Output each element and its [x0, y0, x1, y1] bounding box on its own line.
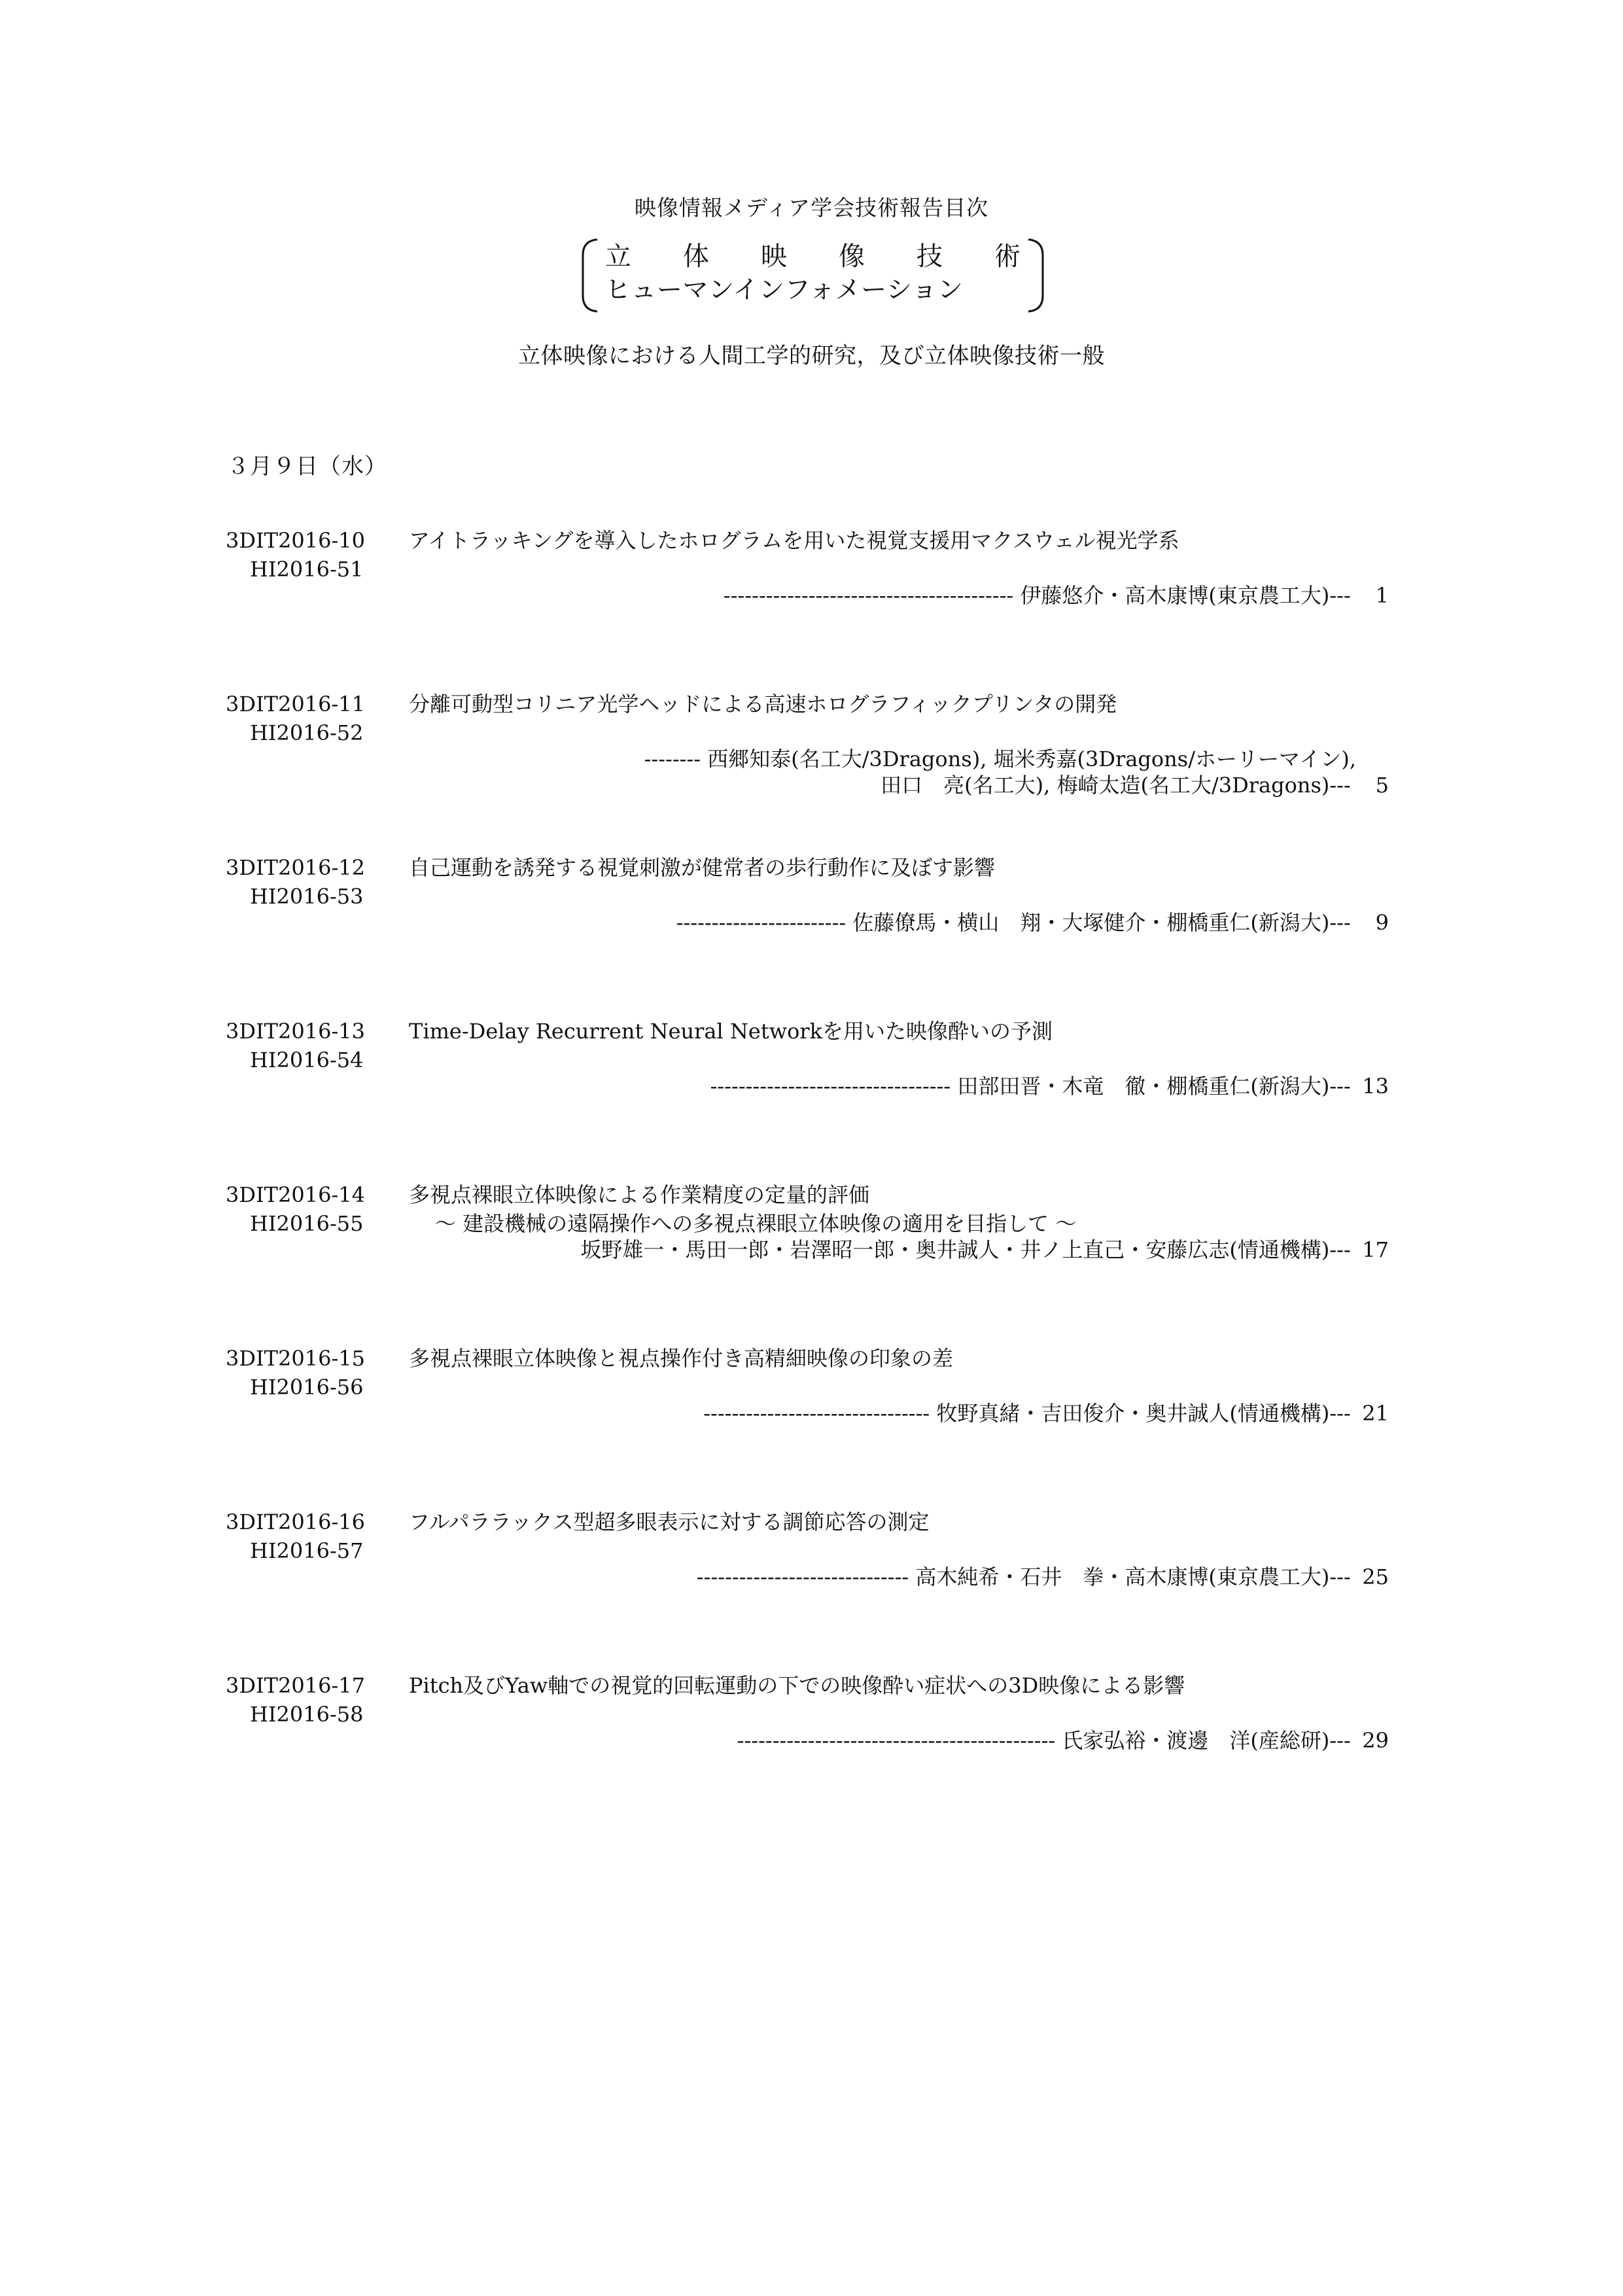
authors: ----------------------------------------- 伊藤悠介・高木康博(東京農工大)--- — [723, 583, 1357, 608]
author-line — [580, 1237, 1389, 1263]
report-code-hi: HI2016-58 — [250, 1702, 364, 1727]
committee-3dit-char: 体 — [683, 241, 709, 272]
paper-title: Pitch及びYaw軸での視覚的回転運動の下での映像酔い症状への3D映像による影響 — [409, 1673, 1185, 1698]
report-code-3dit: 3DIT2016-16 — [226, 1510, 365, 1534]
author-line — [697, 1564, 1389, 1590]
author-line — [724, 582, 1389, 609]
authors: --------------------------------------------- 氏家弘裕・渡邊 洋(産総研)--- — [737, 1728, 1357, 1753]
paper-title: 分離可動型コリニア光学ヘッドによる高速ホログラフィックプリンタの開発 — [409, 692, 1117, 716]
committee-names-block — [579, 237, 1047, 314]
page-number: 21 — [1362, 1401, 1389, 1426]
author-line — [703, 1400, 1389, 1426]
session-subtitle: 立体映像における人間工学的研究，及び立体映像技術一般 — [518, 343, 1105, 369]
report-code-3dit: 3DIT2016-15 — [226, 1346, 365, 1371]
authors: 坂野雄一・馬田一郎・岩澤昭一郎・奥井誠人・井ノ上直己・安藤広志(情通機構)--- — [580, 1237, 1357, 1262]
authors: 田口 亮(名工大), 梅崎太造(名工大/3Dragons)--- — [881, 773, 1357, 798]
report-code-3dit: 3DIT2016-12 — [226, 855, 365, 880]
report-code-hi: HI2016-52 — [250, 720, 364, 745]
page-number: 17 — [1362, 1237, 1389, 1262]
session-date: ３月９日（水） — [227, 453, 387, 480]
right-bracket — [1028, 239, 1043, 311]
report-code-hi: HI2016-54 — [250, 1048, 364, 1072]
page-number: 29 — [1362, 1728, 1389, 1753]
report-code-hi: HI2016-57 — [250, 1538, 364, 1563]
paper-title: 多視点裸眼立体映像と視点操作付き高精細映像の印象の差 — [409, 1346, 954, 1371]
committee-3dit-char: 術 — [994, 241, 1021, 272]
author-line — [737, 1727, 1389, 1754]
committee-3dit-char: 映 — [761, 241, 787, 272]
committee-3dit-char: 立 — [605, 241, 631, 272]
paper-title: Time-Delay Recurrent Neural Networkを用いた映像酔いの予測 — [409, 1019, 1053, 1044]
author-line — [881, 772, 1389, 798]
committee-3dit — [605, 241, 1021, 272]
authors: ------------------------ 佐藤僚馬・横山 翔・大塚健介・棚橋重仁(新潟大)--- — [676, 910, 1357, 935]
paper-title: 自己運動を誘発する視覚刺激が健常者の歩行動作に及ぼす影響 — [409, 855, 996, 880]
page-number: 5 — [1375, 773, 1389, 798]
author-line — [676, 910, 1389, 936]
paper-title: 多視点裸眼立体映像による作業精度の定量的評価 — [409, 1182, 870, 1207]
paper-subtitle: 〜 建設機械の遠隔操作への多視点裸眼立体映像の適用を目指して 〜 — [435, 1211, 1077, 1236]
page-number: 9 — [1375, 910, 1389, 935]
authors: ---------------------------------- 田部田晋・木竜 徹・棚橋重仁(新潟大)--- — [710, 1074, 1357, 1099]
authors: -------- 西郷知泰(名工大/3Dragons), 堀米秀嘉(3Dragons/ホーリーマイン), — [644, 747, 1356, 771]
report-code-hi: HI2016-53 — [250, 884, 364, 909]
report-code-hi: HI2016-51 — [250, 557, 364, 582]
committee-3dit-char: 技 — [916, 241, 943, 272]
report-code-3dit: 3DIT2016-17 — [226, 1673, 365, 1698]
paper-title: フルパララックス型超多眼表示に対する調節応答の測定 — [409, 1510, 930, 1534]
report-code-hi: HI2016-55 — [250, 1211, 364, 1236]
page-number: 13 — [1362, 1074, 1389, 1099]
authors: ------------------------------ 高木純希・石井 拳・高木康博(東京農工大)--- — [696, 1564, 1357, 1589]
author-line — [644, 746, 1356, 772]
authors: -------------------------------- 牧野真緒・吉田俊介・奥井誠人(情通機構)--- — [703, 1401, 1357, 1426]
report-code-3dit: 3DIT2016-10 — [226, 528, 365, 553]
paper-title: アイトラッキングを導入したホログラムを用いた視覚支援用マクスウェル視光学系 — [409, 528, 1179, 553]
report-code-hi: HI2016-56 — [250, 1375, 364, 1400]
committee-hi: ヒューマンインフォメーション — [605, 275, 964, 305]
left-bracket — [583, 239, 597, 311]
report-code-3dit: 3DIT2016-13 — [226, 1019, 365, 1044]
report-code-3dit: 3DIT2016-11 — [226, 692, 365, 716]
committee-3dit-char: 像 — [839, 241, 865, 272]
society-report-title: 映像情報メディア学会技術報告目次 — [634, 195, 989, 221]
report-code-3dit: 3DIT2016-14 — [226, 1182, 365, 1207]
page-number: 1 — [1375, 583, 1389, 608]
author-line — [710, 1073, 1389, 1099]
page-number: 25 — [1362, 1564, 1389, 1589]
